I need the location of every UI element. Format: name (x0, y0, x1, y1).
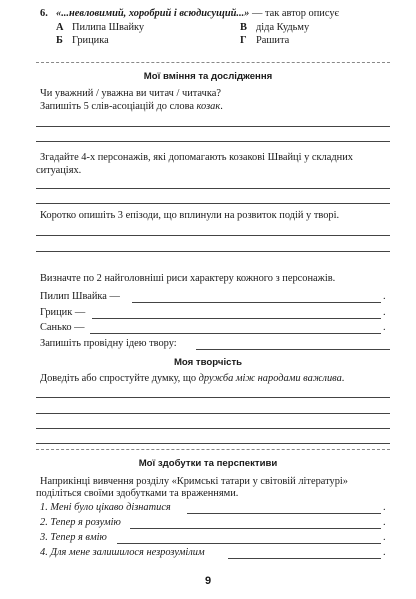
question-helpers-line2: ситуаціях. (36, 165, 82, 176)
section-divider (36, 449, 390, 450)
answer-line[interactable] (36, 397, 390, 398)
answer-line[interactable] (36, 141, 390, 142)
answer-line[interactable] (36, 203, 390, 204)
answer-line[interactable] (36, 126, 390, 127)
option-g: Г Рашита (240, 35, 290, 46)
character-label: Санько — (40, 322, 85, 333)
question-traits: Визначте по 2 найголовніші риси характеру кожного з персонажів. (40, 273, 336, 284)
end-dot: . (383, 502, 386, 513)
character-label: Грицик — (40, 307, 86, 318)
answer-line[interactable] (36, 235, 390, 236)
reflection-answer-line[interactable] (130, 528, 381, 529)
question-helpers-line1: Згадайте 4-х персонажів, які допомагають козакові Швайці у складних (40, 152, 353, 163)
reflection-item: 2. Тепер я розумію (40, 517, 121, 528)
question-attentive: Чи уважний / уважна ви читач / читачка? (40, 88, 221, 99)
section-divider (36, 62, 390, 63)
reflection-item: 3. Тепер я вмію (40, 532, 107, 543)
reflection-item: 1. Мені було цікаво дізнатися (40, 502, 171, 513)
end-dot: . (383, 291, 386, 302)
character-answer-line[interactable] (132, 302, 381, 303)
answer-line[interactable] (36, 251, 390, 252)
main-idea-line[interactable] (196, 349, 390, 350)
section-title-skills: Мої вміння та дослідження (143, 71, 273, 82)
question-6-prompt: — так автор описує (249, 8, 339, 19)
end-dot: . (383, 517, 386, 528)
character-answer-line[interactable] (90, 333, 381, 334)
option-a: А Пилипа Швайку (56, 22, 145, 33)
section-title-achievements: Мої здобутки та перспективи (138, 458, 278, 469)
achievements-intro-line1: Наприкінці вивчення розділу «Кримські татари у світовій літературі» (40, 476, 348, 487)
creative-prompt: Доведіть або спростуйте думку, що дружба між народами важлива. (40, 373, 345, 384)
answer-line[interactable] (36, 428, 390, 429)
end-dot: . (383, 532, 386, 543)
reflection-answer-line[interactable] (117, 543, 381, 544)
character-answer-line[interactable] (92, 318, 381, 319)
question-associations: Запишіть 5 слів-асоціацій до слова козак. (40, 101, 223, 112)
question-number: 6. (40, 8, 48, 19)
main-idea-label: Запишіть провідну ідею твору: (40, 338, 177, 349)
end-dot: . (383, 547, 386, 558)
character-label: Пилип Швайка — (40, 291, 120, 302)
question-6-quote: «...невловимий, хоробрий і всюдисущий...» (56, 8, 250, 19)
end-dot: . (383, 307, 386, 318)
reflection-answer-line[interactable] (228, 558, 381, 559)
question-episodes: Коротко опишіть 3 епізоди, що вплинули на розвиток подій у творі. (40, 210, 340, 221)
answer-line[interactable] (36, 188, 390, 189)
section-title-creative: Моя творчість (173, 357, 243, 368)
option-b: Б Грицика (56, 35, 109, 46)
page-number: 9 (204, 575, 212, 587)
question-6-text (56, 8, 339, 20)
answer-line[interactable] (36, 413, 390, 414)
end-dot: . (383, 322, 386, 333)
reflection-item: 4. Для мене залишилося незрозумілим (40, 547, 205, 558)
option-v: В діда Кудьму (240, 22, 310, 33)
answer-line[interactable] (36, 443, 390, 444)
achievements-intro-line2: поділіться своїми здобутками та враженнями. (36, 488, 239, 499)
reflection-answer-line[interactable] (187, 513, 381, 514)
